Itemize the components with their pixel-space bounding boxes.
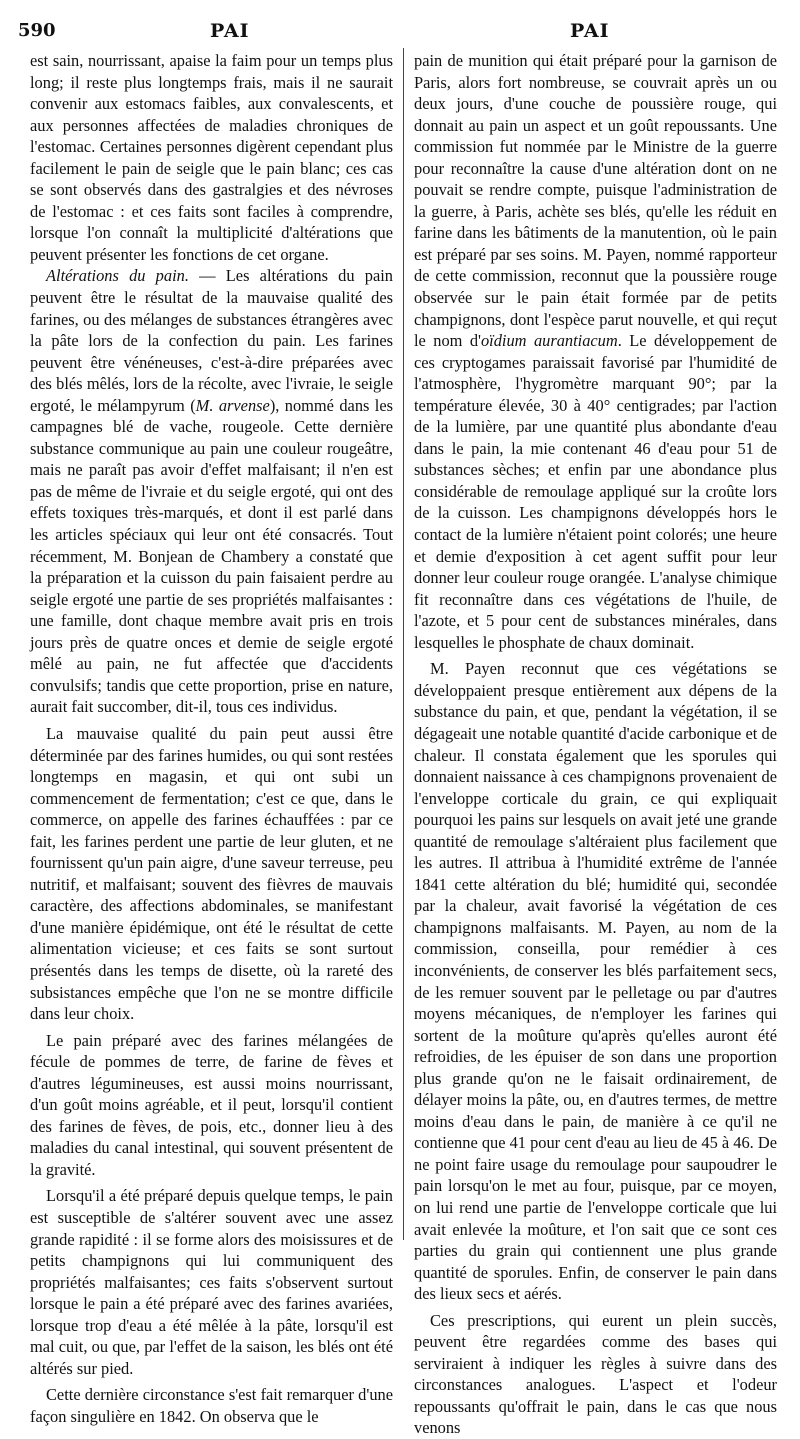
section-heading: Altérations du pain. [46, 266, 189, 286]
running-head-right: PAI [570, 20, 610, 42]
running-head-left: PAI [210, 20, 250, 42]
page-number: 590 [18, 20, 56, 41]
species-name: M. arvense [195, 395, 270, 415]
paragraph: Altérations du pain. — Les altérations du pain peuvent être le résultat de la mauvaise qualité des farines, ou des mélanges de substances étrangères avec la pâte lors de la confection du pain. Les farines peuvent être vénéneuses, c'est-à-dire préparées avec des blés mêlés, lors de la récolte, avec l'ivraie, le seigle ergoté, le mélampyrum (M. arvense), nommé dans les campagnes blé de vache, rougeole. Cette dernière substance communique au pain une couleur rougeâtre, mais ne paraît pas avoir d'effet malfaisant; il n'en est pas de même de l'ivraie et du seigle ergoté, qui ont des effets toxiques très-marqués, et dont il est parlé dans les articles spéciaux qui leur ont été consacrés. Tout récemment, M. Bonjean de Chambery a constaté que la préparation et la cuisson du pain faisaient perdre au seigle ergoté une partie de ses propriétés malfaisantes : une famille, dont chaque membre avait pris en trois jours près de quatre onces et demie de seigle ergoté mêlé au pain, ne fut affectée que d'accidents convulsifs; tandis que cette proportion, prise en nature, aurait fait succomber, dit-il, tous ces individus. [30, 266, 394, 717]
paragraph: est sain, nourrissant, apaise la faim pour un temps plus long; il reste plus longtemps frais, mais il ne saurait convenir aux estomacs faibles, aux convalescents, et aux personnes affectées de maladies chroniques de l'estomac. Certaines personnes digèrent cependant plus facilement le pain de seigle que le pain blanc; ces cas se sont observés dans des gastralgies et des névroses de l'estomac : et ces faits sont faciles à comprendre, lorsque l'on connaît la multiplicité d'altérations que peuvent présenter les fonctions de cet organe. [30, 51, 393, 264]
paragraph: Ces prescriptions, qui eurent un plein succès, peuvent être regardées comme des bases qui serviraient à indiquer les règles à suivre dans des circonstances analogues. L'aspect et l'odeur repoussants qu'offrait le pain, dans le cas que nous venons [414, 1310, 777, 1438]
right-column [414, 50, 777, 1439]
paragraph: La mauvaise qualité du pain peut aussi être déterminée par des farines humides, ou qui sont restées longtemps en magasin, et qui ont subi un commencement de fermentation; c'est ce que, dans le commerce, on appelle des farines échauffées : par ce fait, les farines perdent une partie de leur gluten, et ne fournissent qu'un pain aigre, d'une saveur terreuse, peu nutritif, et malfaisant; souvent des fièvres de mauvais caractère, des affections abdominales, se manifestant d'une manière épidémique, ont été le résultat de cette alimentation vicieuse; et ces faits se sont surtout présentés dans les temps de disette, où la rareté des subsistances empêche que l'on ne se montre difficile dans leur choix. [30, 723, 393, 1024]
paragraph: pain de munition qui était préparé pour la garnison de Paris, alors fort nombreuse, se couvrait après un ou deux jours, d'une couche de poussière rouge, qui donnait au pain un aspect et un goût repoussants. Une commission fut nommée par le Ministre de la guerre pour reconnaître la cause d'une altération dont on ne pouvait se rendre compte, puisque l'administration de la guerre, à Paris, achète ses blés, qu'elle les réduit en farine dans les bâtiments de la manutention, où le pain est préparé par ses soins. M. Payen, nommé rapporteur de cette commission, reconnut que la poussière rouge observée sur le pain était formée par de petits champignons, dont l'espèce parut nouvelle, et qui reçut le nom d'oïdium aurantiacum. Le développement de ces cryptogames paraissait favorisé par l'humidité de l'atmosphère, l'hygromètre marquant 90°; par la température élevée, 30 à 40° centigrades; par l'action de la lumière, par une quantité plus abondante d'eau dans le pain, la mie contenant 46 d'eau pour 51 de substances sèches; et enfin par une abondance plus considérable de remoulage appliqué sur la croûte lors de la cuisson. Les champignons développés hors le contact de la lumière n'étaient point colorés; une heure et demie d'exposition à cet agent suffit pour leur donner leur couleur rouge orangée. L'analyse chimique fit reconnaître dans ces végétations de l'huile, de l'azote, et 5 pour cent de substances minérales, dans lesquelles le phosphate de chaux dominait. [414, 51, 777, 652]
page-header [0, 20, 800, 46]
paragraph: Cette dernière circonstance s'est fait remarquer d'une façon singulière en 1842. On observa que le [30, 1385, 393, 1426]
column-divider [403, 48, 404, 1240]
paragraph: Le pain préparé avec des farines mélangées de fécule de pommes de terre, de farine de fèves et d'autres légumineuses, est aussi moins nourrissant, d'un goût moins agréable, et il peut, lorsqu'il contient des farines de fèves, de pois, etc., donner lieu à des maladies du canal intestinal, qui souvent présentent de la gravité. [30, 1030, 393, 1179]
paragraph: Lorsqu'il a été préparé depuis quelque temps, le pain est susceptible de s'altérer souvent avec une assez grande rapidité : il se forme alors des moisissures et de petits champignons qui lui communiquent des propriétés malfaisantes; ces faits s'observent surtout lorsque le pain a été préparé avec des farines avariées, lorsque trop d'eau a été mêlée à la pâte, lorsqu'il est mal cuit, ou que, par l'effet de la saison, les blés ont été altérés sur pied. [30, 1186, 393, 1378]
species-name: oïdium aurantiacum [480, 331, 618, 351]
paragraph: M. Payen reconnut que ces végétations se développaient presque entièrement aux dépens de la substance du pain, et que, pendant la végétation, il se dégageait une notable quantité d'acide carbonique et de chaleur. Il constata également que les sporules qui donnaient naissance à ces champignons provenaient de l'enveloppe corticale du grain, ce qui expliquait pourquoi les pains sur lesquels on avait jeté une grande quantité de remoulage s'altéraient plus facilement que les autres. Il attribua à l'humidité extrême de l'année 1841 cette altération du blé; humidité qui, secondée par la chaleur, avait favorisé la végétation de ces champignons malfaisants. M. Payen, au nom de la commission, conseilla, pour remédier à ces inconvénients, de conserver les blés parfaitement secs, de les remuer souvent par le pelletage ou par d'autres moyens mécaniques, de n'employer les farines qui sortent de la moûture qu'après qu'elles auront été refroidies, de les épuiser de son dans une proportion plus grande qu'on ne le faisait ordinairement, de délayer moins la pâte, ou, en d'autres termes, de mettre moins d'eau dans le pain, de manière à ce qu'il ne contienne que 41 pour cent d'eau au lieu de 45 à 46. De ne point faire usage du remoulage pour saupoudrer le pain lorsqu'on le met au four, puisque, par ce moyen, on lui rend une partie de l'enveloppe corticale que lui avait enlevée la moûture, et l'on sait que ce sont ces parties du grain qui contiennent une plus grande quantité de sporules. Enfin, de conserver le pain dans des lieux secs et aérés. [414, 659, 777, 1304]
left-column [30, 50, 393, 1427]
